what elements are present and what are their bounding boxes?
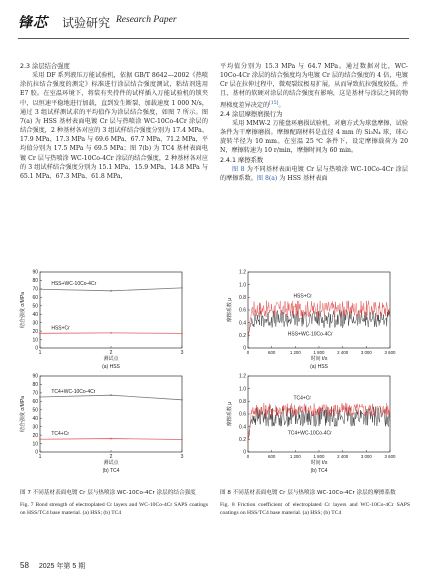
y-tick-label: 0.8 [239,399,246,406]
y-axis-label: 摩擦系数 μ [227,297,233,323]
x-tick-label: 600 [268,350,276,355]
x-tick-label: 1 800 [313,350,325,355]
x-tick-label: 1 200 [289,454,301,459]
figure-8-caption-cn: 图 8 不同基材表面电镀 Cr 层与热喷涂 WC-10Co-4Cr 涂层的摩擦系数 [220,490,396,496]
x-tick-label: 1 [38,350,42,356]
figure-link[interactable]: 图 8 [232,165,245,173]
citation-link[interactable]: [15] [269,100,279,106]
x-tick-label: 600 [268,454,276,459]
x-tick-label: 2 400 [337,454,349,459]
y-tick-label: 40 [32,415,38,422]
data-point [39,438,41,440]
x-tick-label: 1 800 [313,454,325,459]
y-tick-label: 0.6 [239,307,246,314]
y-tick-label: 40 [32,311,38,318]
data-point [39,332,41,334]
y-tick-label: 10 [32,441,38,448]
figure-8 [222,268,412,478]
y-tick-label: 30 [32,424,38,431]
figure-8-caption-en: Fig. 8 Friction coefficient of electroplated Cr layers and WC-10Co-4Cr SAPS coatings on HSS/TC4 base material. (a) HSS; (b) TC4 [220,502,410,516]
y-tick-label: 50 [32,407,38,414]
journal-logo: 锋芯 [18,15,48,31]
series-label: HSS+Cr [293,293,312,300]
y-axis-label: 摩擦系数 μ [227,401,233,427]
data-point [181,287,183,289]
figure-7-caption-cn: 图 7 不同基材表面电镀 Cr 层与热喷涂 WC-10Co-4Cr 涂层的结合强度 [20,490,196,496]
series-label: TC4+WC-10Co-4Cr [51,389,96,396]
paragraph [220,62,408,110]
x-tick-label: 2 400 [337,350,349,355]
series-label: HSS+Cr [51,325,70,332]
series-line [248,406,390,443]
y-tick-label: 1.2 [239,373,246,380]
figure-8-charts [222,268,412,478]
paragraph [20,71,208,181]
paragraph-text: 图 7(b) 为 TC4 基材表面电镀 Cr 层与热喷涂 WC-10Co-4Cr 涂层的结合强度，2 种基材各对应的 3 组试样结合强度分别为 15.1 MPa、15.9 MPa、14.8 MPa 与 65.1 MPa、67.3 MPa、61.8 MPa， [20,145,209,180]
x-tick-label: 2 [109,350,113,356]
y-tick-label: 0 [243,345,246,352]
paragraph [220,165,408,183]
section-title-en: Research Paper [116,15,177,25]
y-tick-label: 90 [32,269,38,276]
y-tick-label: 0.2 [239,333,246,340]
y-tick-label: 90 [32,373,38,380]
x-tick-label: 0 [246,350,250,355]
y-axis-label: 结合强度 σ/MPa [20,291,26,329]
paragraph: 采用 MMW-2 万能盘环磨损试验机，对磨方式为球盘摩擦，试验条件为干摩擦磨损。摩擦配副材料是直径 4 mm 的 Si₃N₄ 球，球心旋转半径为 10 mm。在室温 25 ℃ 条件下，设定摩擦载荷为 20 N，摩擦转速为 10 r/min，摩擦时间为 60 min。 [220,119,408,155]
y-tick-label: 70 [32,286,38,293]
data-point [110,290,112,292]
x-tick-label: 0 [246,454,250,459]
y-axis-label: 结合强度 σ/MPa [20,395,26,433]
y-tick-label: 20 [32,432,38,439]
figure-8-caption [220,489,410,517]
subfigure-label: (b) TC4 [310,468,328,474]
figure-7-caption [20,489,208,517]
figure-7 [18,268,208,478]
y-tick-label: 0 [35,449,38,456]
subfigure-label: (a) HSS [102,364,120,370]
y-tick-label: 70 [32,390,38,397]
data-point [110,438,112,440]
y-tick-label: 30 [32,320,38,327]
x-tick-label: 3 000 [360,454,372,459]
page-number: 58 [20,561,29,570]
subfigure-label: (a) HSS [310,364,328,370]
x-axis-label: 测试点 [103,460,119,466]
y-tick-label: 0 [243,449,246,456]
x-tick-label: 3 [180,454,184,460]
x-tick-label: 3 [180,350,184,356]
subsection-heading-2-4-1: 2.4.1 摩擦系数 [220,156,264,164]
y-tick-label: 50 [32,303,38,310]
y-tick-label: 0.6 [239,411,246,418]
plot-frame [40,376,182,452]
series-label: TC4+WC-10Co-4Cr [287,430,332,437]
series-label: TC4+Cr [51,431,70,438]
x-tick-label: 2 [109,454,113,460]
y-tick-label: 1.0 [239,282,246,289]
series-label: HSS+WC-10Co-4Cr [287,331,333,338]
y-tick-label: 80 [32,382,38,389]
y-tick-label: 0.8 [239,295,246,302]
y-tick-label: 20 [32,328,38,335]
y-tick-label: 0.4 [239,424,246,431]
paragraph-text: 采用 DF 系列液压万能试验机，依据 GB/T 8642—2002《热喷涂抗拉结合强度的测定》标准进行涂层结合强度测试，粘结剂选用 E7 胶。在室温环境下，将装有夹持件的试样插入万能试验机的锁夹中，以恒速平稳地进行加载，直到发生断裂，加载速度 1 000 N/s，通过 3 组试样测试求的平均值作为涂层结合强度，如图 7 所示。 [20,72,208,116]
series-line [248,301,390,337]
y-tick-label: 0.4 [239,320,246,327]
x-tick-label: 3 600 [384,454,396,459]
data-point [110,332,112,334]
y-tick-label: 0 [35,345,38,352]
data-point [39,396,41,398]
x-axis-label: 时间 t/s [310,460,328,466]
y-tick-label: 80 [32,278,38,285]
page-footer [20,561,85,571]
paragraph-text: 图 7(a) 为 HSS 基材表面电镀 Cr 层与热喷涂 WC-10Co-4Cr 涂层的结合强度，2 种基材各对应的 3 组试样结合强度分别为 17.4 MPa、17.9 MPa、17.3 MPa 与 69.6 MPa、67.7 MPa、71.2 MPa，平均值分别为 17.5 MPa 与 69.5 MPa； [20,108,208,153]
data-point [181,332,183,334]
figure-7-charts [18,268,208,478]
figure-link[interactable]: 图 8(a) [256,174,278,182]
y-tick-label: 1.0 [239,386,246,393]
x-axis-label: 时间 t/s [310,356,328,362]
series-label: HSS+WC-10Co-4Cr [51,281,97,288]
paragraph-text: 为不同基材表面电镀 Cr 层与热喷涂 WC-10Co-4Cr 涂层的摩擦系数。 [220,165,408,182]
y-tick-label: 60 [32,399,38,406]
section-heading-2-4: 2.4 涂层摩擦磨损行为 [220,110,283,118]
paragraph-text: 为 HSS 基材表面 [277,174,328,182]
right-column [220,62,408,183]
paragraph-text: 。 [278,101,285,109]
issue-label: 2025 年第 5 期 [38,563,86,570]
y-tick-label: 1.2 [239,269,246,276]
series-label: TC4+Cr [293,395,312,402]
data-point [110,394,112,396]
figure-7-caption-en: Fig. 7 Bond strength of electroplated Cr layers and WC-10Co-4Cr SAPS coatings on HSS/TC4 base material. (a) HSS; (b) TC4 [20,502,208,516]
paragraph-text: 平均值分别为 15.3 MPa 与 64.7 MPa。通过数据对比，WC-10Co-4Cr 涂层的结合强度均为电镀 Cr 层的结合强度的 4 倍，电镀 Cr 层在拉伸过程中，微观裂纹极易扩展，从而导致抗拉强度较低。并且，基材的软硬对涂层的结合强度有影响，这是基材与涂层之间的物理梯度差异决定的 [220,63,408,109]
data-point [39,288,41,290]
page-header [18,8,409,39]
left-column [20,62,208,181]
data-point [181,439,183,441]
y-tick-label: 60 [32,295,38,302]
y-tick-label: 10 [32,337,38,344]
section-heading-2-3: 2.3 涂层结合强度 [20,63,70,70]
x-tick-label: 1 200 [289,350,301,355]
y-tick-label: 0.2 [239,437,246,444]
x-axis-label: 测试点 [103,356,119,362]
x-tick-label: 1 [38,454,42,460]
x-tick-label: 3 600 [384,350,396,355]
data-point [181,399,183,401]
subfigure-label: (b) TC4 [102,468,120,474]
section-title-cn: 试验研究 [62,16,111,30]
x-tick-label: 3 000 [360,350,372,355]
